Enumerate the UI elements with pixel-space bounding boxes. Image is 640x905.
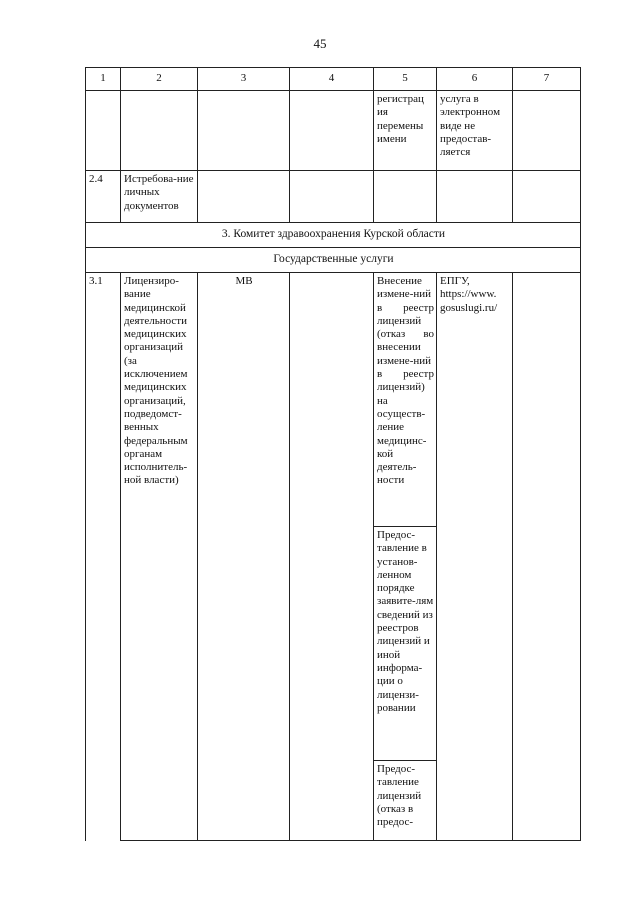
cell [374, 171, 437, 223]
cell-service-name: Истребова-ние личных документов [121, 171, 198, 223]
section-title: 3. Комитет здравоохранения Курской области [86, 223, 581, 248]
cell-service-name: Лицензиро-вание медицинской деятельности медицинских организаций (за исключением медицинских организаций, подведомст-венных федеральным органам исполнитель-ной власти) [121, 273, 198, 841]
table-row-2-4 [86, 171, 581, 223]
cell-row-number: 3.1 [86, 273, 121, 841]
col-header-2: 2 [121, 68, 198, 91]
table-row-3-1-a [86, 273, 581, 527]
cell [121, 91, 198, 171]
cell [290, 91, 374, 171]
subsection-heading-row [86, 248, 581, 273]
services-table [85, 67, 581, 841]
col-header-6: 6 [437, 68, 513, 91]
col-header-1: 1 [86, 68, 121, 91]
cell [513, 91, 581, 171]
col-header-4: 4 [290, 68, 374, 91]
cell [198, 171, 290, 223]
cell-procedure-1: Внесение измене-ний в реестр лицензий (отказ во внесении измене-ний в реестр лицензий) на осуществ-ление медицинс-кой деятель-ности [374, 273, 437, 527]
table-header-row [86, 68, 581, 91]
col-header-7: 7 [513, 68, 581, 91]
col-header-5: 5 [374, 68, 437, 91]
cell [86, 91, 121, 171]
cell [290, 171, 374, 223]
cell [198, 91, 290, 171]
cell [513, 171, 581, 223]
subsection-title: Государственные услуги [86, 248, 581, 273]
cell-procedure-2: Предос-тавление в установ-ленном порядке заявите-лям сведений из реестров лицензий и иной информа-ции о лицензи-ровании [374, 527, 437, 761]
cell-procedure-3: Предос-тавление лицензий (отказ в предос- [374, 761, 437, 841]
cell-electronic-form: услуга в электронном виде не предостав-ляется [437, 91, 513, 171]
cell [437, 171, 513, 223]
cell [290, 273, 374, 841]
cell-procedure: регистрац ия перемены имени [374, 91, 437, 171]
cell [513, 273, 581, 841]
section-heading-row [86, 223, 581, 248]
cell-row-number: 2.4 [86, 171, 121, 223]
cell-mv: МВ [198, 273, 290, 841]
cell-portal: ЕПГУ, https://www. gosuslugi.ru/ [437, 273, 513, 841]
col-header-3: 3 [198, 68, 290, 91]
page-number: 45 [313, 36, 327, 51]
table-row-continuation [86, 91, 581, 171]
